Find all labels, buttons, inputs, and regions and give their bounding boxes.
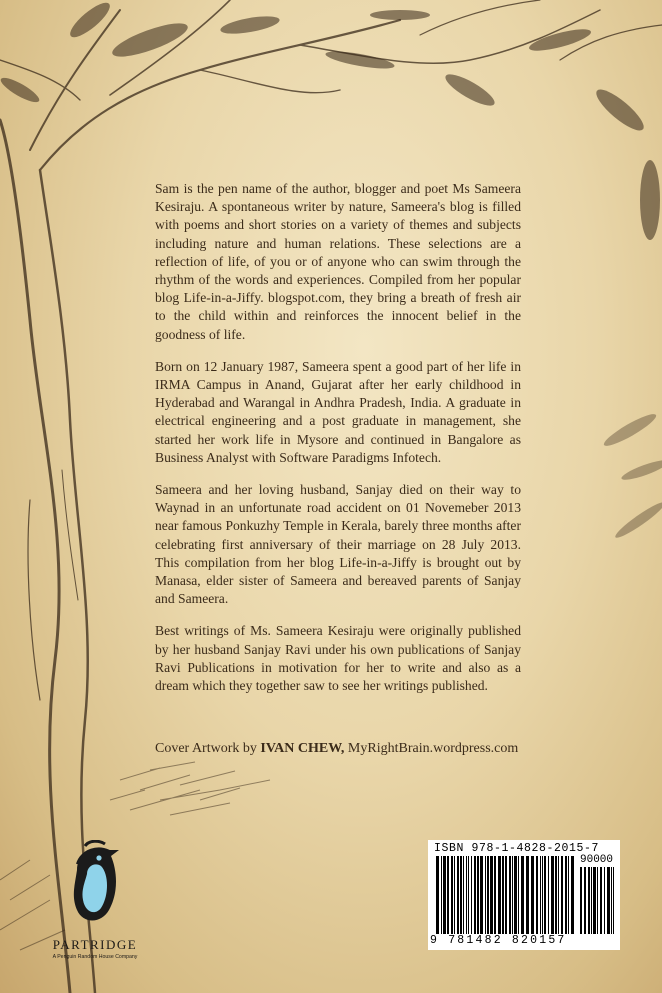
barcode-bar (604, 867, 605, 934)
barcode-bar (536, 856, 538, 934)
barcode-bar (526, 856, 529, 934)
barcode-bar (597, 867, 598, 934)
barcode-bar (588, 867, 590, 934)
barcode-bar (466, 856, 467, 934)
barcode-bar (514, 856, 517, 934)
barcode-bar (593, 867, 596, 934)
bio-paragraph: Born on 12 January 1987, Sameera spent a good part of her life in IRMA Campus in Anand, Gujarat after her early childhood in Hyderabad and Warangal in Andhra Pradesh, India. A graduate in electrical engineering and a post graduate in management, she started her work life in Mysore and continued in Bangalore as Business Analyst with Software Paradigms Infotech. (155, 358, 521, 465)
barcode-bar (480, 856, 483, 934)
barcode-bar (551, 856, 554, 934)
author-biography (155, 180, 521, 709)
barcode-bar (561, 856, 563, 934)
barcode-bar (544, 856, 546, 934)
barcode-bar (441, 856, 442, 934)
barcode-bar (531, 856, 534, 934)
credit-prefix: Cover Artwork by (155, 741, 261, 756)
barcode-bar (498, 856, 501, 934)
barcode-bar (509, 856, 511, 934)
barcode-bar (502, 856, 504, 934)
barcode-bar (518, 856, 519, 934)
barcode-bar (512, 856, 513, 934)
barcode-bar (494, 856, 496, 934)
barcode-bar (611, 867, 612, 934)
barcode-bar (591, 867, 592, 934)
barcode-bar (542, 856, 543, 934)
barcode-bar (555, 856, 557, 934)
barcode-addon-bars (578, 867, 616, 934)
bird-logo-icon (65, 840, 125, 930)
barcode-bar (600, 867, 602, 934)
barcode-bar (487, 856, 489, 934)
barcode-bar (613, 867, 614, 934)
barcode-bar (580, 867, 582, 934)
barcode-bar (584, 867, 586, 934)
barcode-bar (568, 856, 569, 934)
bio-paragraph: Best writings of Ms. Sameera Kesiraju were originally published by her husband Sanjay Ravi under his own publications of Sanjay Ravi Publications in motivation for her to write and also as a dream which they together saw to see her writings published. (155, 623, 521, 694)
isbn-digits: 9 781482 820157 (430, 934, 567, 947)
publisher-name: PARTRIDGE (52, 937, 138, 952)
publisher-logo (40, 840, 150, 960)
barcode-bar (454, 856, 455, 934)
isbn-barcode (428, 840, 620, 950)
barcode-bar (505, 856, 507, 934)
barcode-bar (558, 856, 559, 934)
credit-site: MyRightBrain.wordpress.com (344, 741, 519, 756)
barcode-bar (490, 856, 493, 934)
credit-artist: IVAN CHEW, (260, 741, 345, 756)
barcode-bar (443, 856, 446, 934)
barcode-bar (485, 856, 486, 934)
barcode-bar (436, 856, 439, 934)
barcode-bar (460, 856, 462, 934)
isbn-label: ISBN 978-1-4828-2015-7 (434, 842, 600, 855)
barcode-bar (521, 856, 524, 934)
bio-paragraph: Sam is the pen name of the author, blogger and poet Ms Sameera Kesiraju. A spontaneous writer by nature, Sameera's blog is filled with poems and short stories on a variety of themes and subjects including nature and human relations. These selections are a reflection of life, of you or of anyone who can swim through the rhythm of the words and experiences. Compiled from her popular blog Life-in-a-Jiffy. blogspot.com, they bring a breath of fresh air to the child within and reinforces the innocent belief in the goodness of life. (155, 181, 521, 342)
barcode-bar (457, 856, 459, 934)
barcode-bar (474, 856, 476, 934)
barcode-bar (468, 856, 469, 934)
barcode-main-bars (434, 856, 574, 934)
barcode-bar (463, 856, 464, 934)
barcode-bar (548, 856, 549, 934)
publisher-tagline: A Penguin Random House Company (52, 954, 138, 960)
barcode-bar (607, 867, 610, 934)
barcode-bar (540, 856, 541, 934)
barcode-bar (565, 856, 567, 934)
price-code: 90000 (580, 854, 614, 866)
barcode-bar (477, 856, 479, 934)
barcode-bar (451, 856, 453, 934)
barcode-bar (571, 856, 574, 934)
cover-artwork-credit (155, 741, 615, 757)
bio-paragraph: Sameera and her loving husband, Sanjay died on their way to Waynad in an unfortunate road accident on 01 Novemeber 2013 near famous Ponkuzhy Temple in Kerala, barely three months after celebrating first anniversary of their marriage on 28 July 2013. This compilation from her blog Life-in-a-Jiffy is brought out by Manasa, elder sister of Sameera and bereaved parents of Sanjay and Sameera. (155, 482, 521, 607)
barcode-bar (447, 856, 449, 934)
barcode-bar (471, 856, 472, 934)
